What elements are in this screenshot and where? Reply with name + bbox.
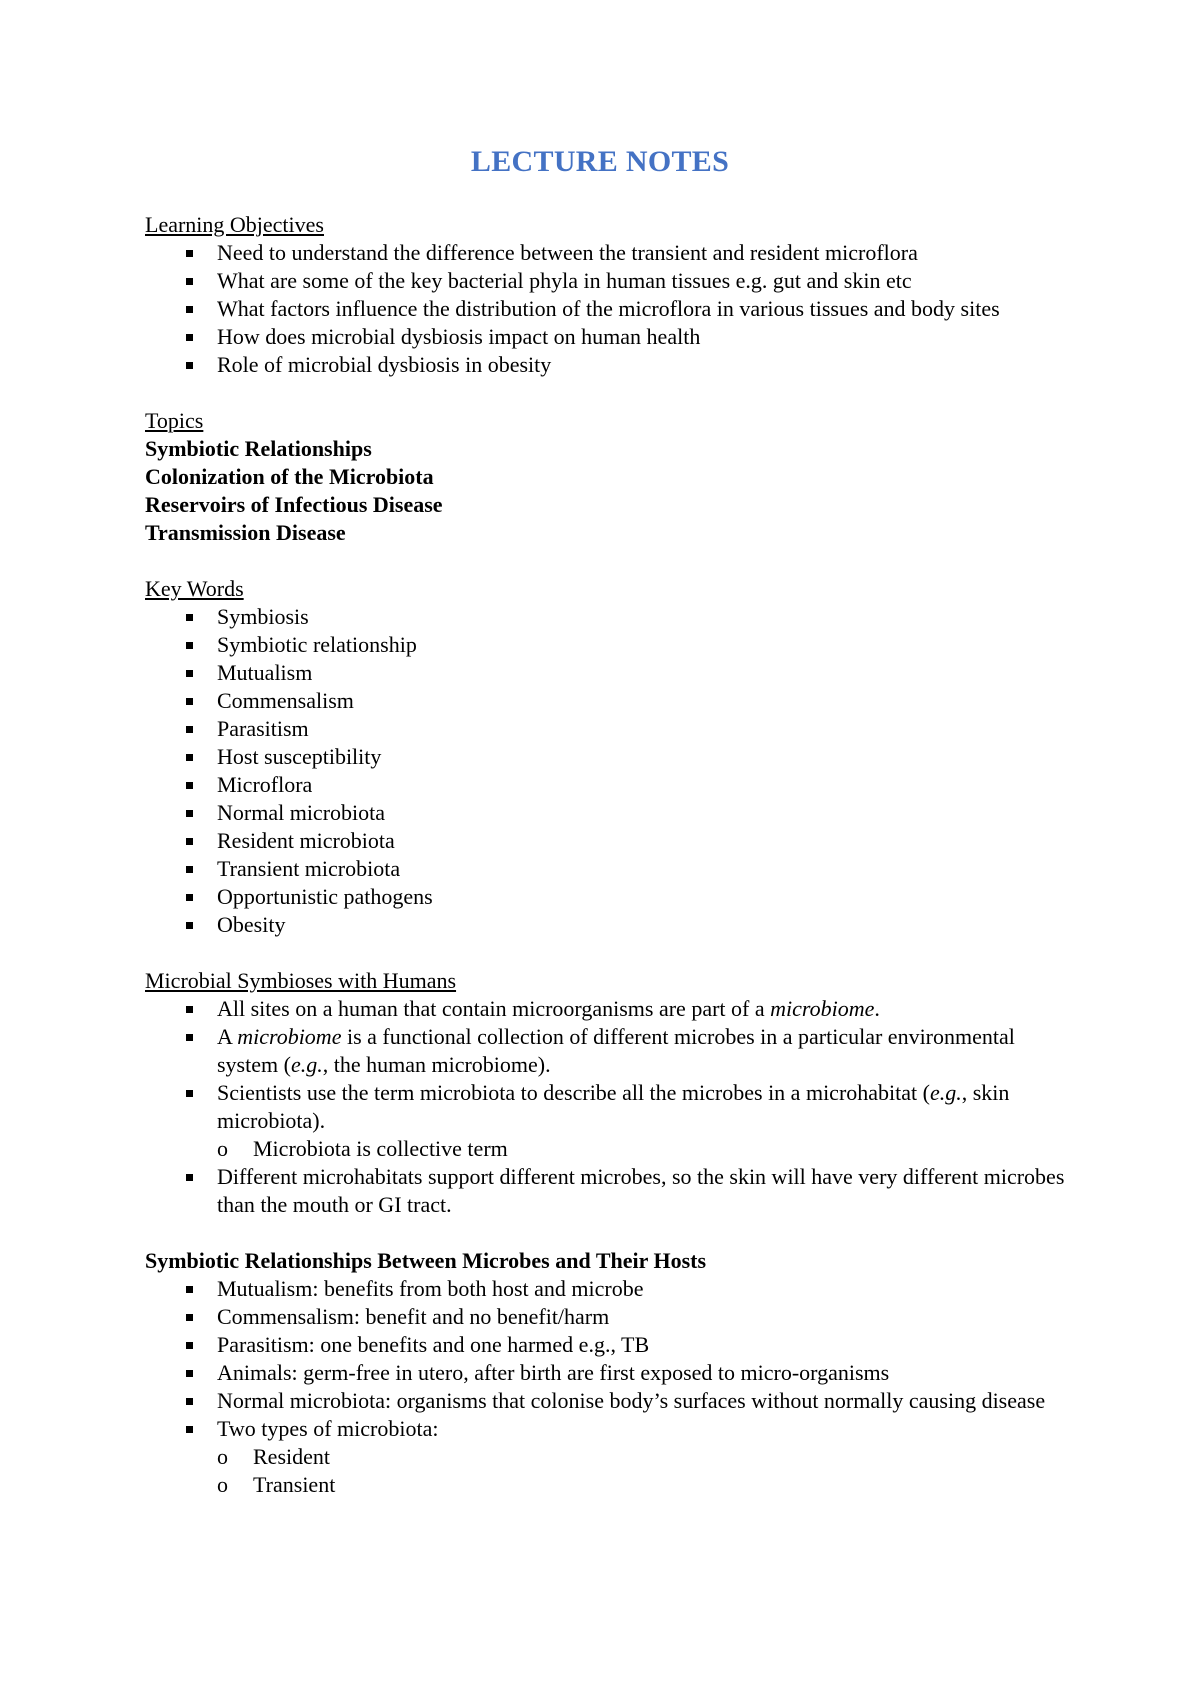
square-bullet-icon	[186, 1398, 193, 1405]
square-bullet-icon	[186, 894, 193, 901]
square-bullet-icon	[186, 1090, 193, 1097]
symbiotic-relationships-heading: Symbiotic Relationships Between Microbes and Their Hosts	[145, 1248, 707, 1273]
square-bullet-icon	[186, 1034, 193, 1041]
square-bullet-icon	[186, 810, 193, 817]
square-bullet-icon	[186, 1314, 193, 1321]
square-bullet-icon	[186, 1006, 193, 1013]
list-item: Opportunistic pathogens	[145, 883, 1075, 911]
list-item: Normal microbiota	[145, 799, 1075, 827]
square-bullet-icon	[186, 698, 193, 705]
topic-item: Symbiotic Relationships	[145, 436, 372, 461]
square-bullet-icon	[186, 334, 193, 341]
list-item: Commensalism	[145, 687, 1075, 715]
list-item: Parasitism	[145, 715, 1075, 743]
sub-list	[217, 1443, 1075, 1499]
list-item: Animals: germ-free in utero, after birth are first exposed to micro-organisms	[145, 1359, 1075, 1387]
list-item: What are some of the key bacterial phyla in human tissues e.g. gut and skin etc	[145, 267, 1075, 295]
symbiotic-relationships-list	[145, 1275, 1075, 1499]
topic-item: Colonization of the Microbiota	[145, 464, 434, 489]
square-bullet-icon	[186, 306, 193, 313]
square-bullet-icon	[186, 1426, 193, 1433]
list-item: Host susceptibility	[145, 743, 1075, 771]
list-item: Two types of microbiota: o Resident o Transient	[145, 1415, 1075, 1499]
page-title: LECTURE NOTES	[470, 145, 730, 178]
square-bullet-icon	[186, 726, 193, 733]
microbial-symbioses-heading: Microbial Symbioses with Humans	[145, 968, 457, 993]
list-item: Normal microbiota: organisms that colonise body’s surfaces without normally causing disease	[145, 1387, 1075, 1415]
key-words-list	[145, 603, 1075, 939]
square-bullet-icon	[186, 838, 193, 845]
topics-heading: Topics	[145, 408, 204, 433]
square-bullet-icon	[186, 614, 193, 621]
square-bullet-icon	[186, 1370, 193, 1377]
list-item: Parasitism: one benefits and one harmed e.g., TB	[145, 1331, 1075, 1359]
list-item: A microbiome is a functional collection of different microbes in a particular environmental system (e.g., the human microbiome).	[145, 1023, 1075, 1079]
sub-list	[217, 1135, 1075, 1163]
learning-objectives-heading: Learning Objectives	[145, 212, 324, 237]
square-bullet-icon	[186, 250, 193, 257]
list-item: Role of microbial dysbiosis in obesity	[145, 351, 1075, 379]
key-words-heading: Key Words	[145, 576, 244, 601]
sub-list-item: o Microbiota is collective term	[217, 1136, 508, 1161]
square-bullet-icon	[186, 922, 193, 929]
square-bullet-icon	[186, 866, 193, 873]
microbial-symbioses-list	[145, 995, 1075, 1219]
list-item: Mutualism	[145, 659, 1075, 687]
square-bullet-icon	[186, 670, 193, 677]
list-item: Different microhabitats support different microbes, so the skin will have very different microbes than the mouth or GI tract.	[145, 1163, 1075, 1219]
square-bullet-icon	[186, 278, 193, 285]
circle-bullet-icon: o	[217, 1136, 228, 1161]
square-bullet-icon	[186, 754, 193, 761]
square-bullet-icon	[186, 1342, 193, 1349]
square-bullet-icon	[186, 362, 193, 369]
list-item: What factors influence the distribution of the microflora in various tissues and body sites	[145, 295, 1075, 323]
list-item: How does microbial dysbiosis impact on human health	[145, 323, 1075, 351]
learning-objectives-list	[145, 239, 1075, 379]
topic-item: Reservoirs of Infectious Disease	[145, 492, 443, 517]
square-bullet-icon	[186, 1286, 193, 1293]
list-item: Obesity	[145, 911, 1075, 939]
square-bullet-icon	[186, 782, 193, 789]
list-item: Scientists use the term microbiota to describe all the microbes in a microhabitat (e.g., skin microbiota). o Microbiota is collective term	[145, 1079, 1075, 1163]
square-bullet-icon	[186, 642, 193, 649]
circle-bullet-icon: o	[217, 1472, 228, 1497]
circle-bullet-icon: o	[217, 1444, 228, 1469]
list-item: Transient microbiota	[145, 855, 1075, 883]
list-item: Need to understand the difference between the transient and resident microflora	[145, 239, 1075, 267]
list-item: Symbiotic relationship	[145, 631, 1075, 659]
list-item: Commensalism: benefit and no benefit/harm	[145, 1303, 1075, 1331]
list-item: All sites on a human that contain microorganisms are part of a microbiome.	[145, 995, 1075, 1023]
list-item: Mutualism: benefits from both host and microbe	[145, 1275, 1075, 1303]
document-body	[145, 211, 1075, 1499]
topic-item: Transmission Disease	[145, 520, 346, 545]
sub-list-item: o Transient	[217, 1472, 336, 1497]
list-item: Symbiosis	[145, 603, 1075, 631]
list-item: Resident microbiota	[145, 827, 1075, 855]
list-item: Microflora	[145, 771, 1075, 799]
square-bullet-icon	[186, 1174, 193, 1181]
sub-list-item: o Resident	[217, 1444, 330, 1469]
